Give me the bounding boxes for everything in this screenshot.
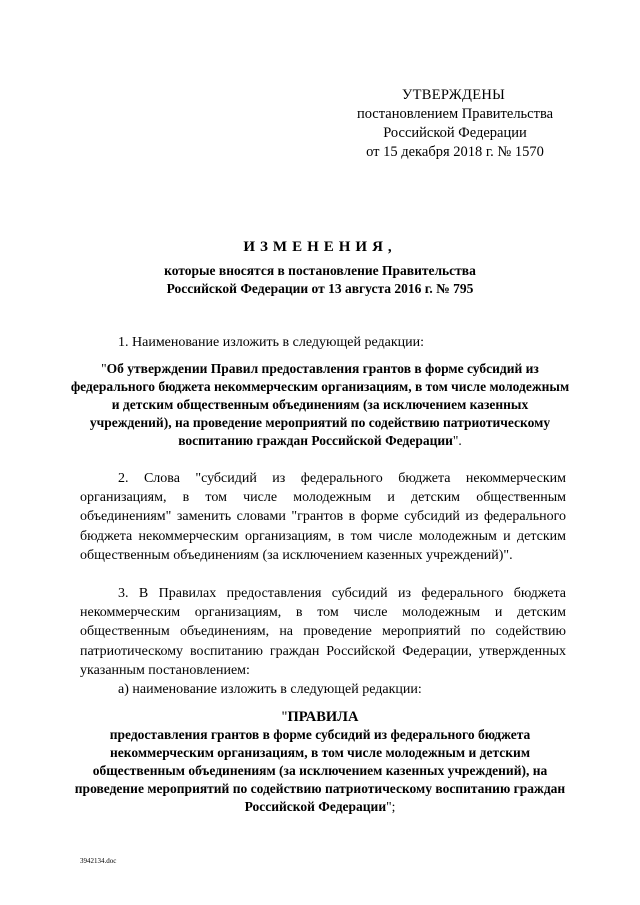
item-1 [80,333,566,352]
quote-1 [70,360,570,450]
item-3 [80,584,566,680]
item-2-text: 2. Слова "субсидий из федерального бюджета некоммерческим организациям, в том числе молодежным и детским общественным объединениям" заменить словами "грантов в форме субсидий из федерального бюджета некоммерческим организациям, в том числе молодежным и детским общественным объединениям (за исключением казенных учреждений)". [80,471,566,563]
quote-1-open: " [101,361,107,376]
approval-line-3: от 15 декабря 2018 г. № 1570 [366,144,544,160]
quote-1-text: Об утверждении Правил предоставления грантов в форме субсидий из федерального бюджета некоммерческим организациям, в том числе молодежным и детским общественным объединениям (за исключением казенных учреждений), на проведение мероприятий по содействию патриотическому воспитанию граждан Российской Федерации [70,361,570,448]
quote-1-close: ". [452,433,462,448]
approval-line-2: Российской Федерации [383,125,527,141]
quote-2-heading: ПРАВИЛА [287,709,359,725]
item-3a [80,680,566,699]
item-3-text: 3. В Правилах предоставления субсидий из федерального бюджета некоммерческим организациям, в том числе молодежным и детским общественным объединениям, на проведение мероприятий по содействию патриотическому воспитанию граждан Российской Федерации, утвержденных указанным постановлением: [80,586,566,678]
quote-2-body [70,726,570,816]
file-name-footer: 3942134.doc [80,857,117,865]
item-3a-text: а) наименование изложить в следующей редакции: [118,682,422,697]
item-1-text: 1. Наименование изложить в следующей редакции: [118,335,424,350]
quote-2-text: предоставления грантов в форме субсидий из федерального бюджета некоммерческим организациям, в том числе молодежным и детским общественным объединениям (за исключением казенных учреждений), на проведение мероприятий по содействию патриотическому воспитанию граждан Российской Федерации [74,727,566,814]
document-title: ИЗМЕНЕНИЯ, [243,239,397,255]
quote-2-close: "; [386,799,396,814]
approval-line-1: постановлением Правительства [356,106,554,122]
document-subtitle: которые вносятся в постановление Правительства Российской Федерации от 13 августа 2016 г. № 795 [164,263,476,296]
quote-2-open: " [281,709,288,725]
quote-2-heading-line [70,708,570,726]
item-2 [80,469,566,565]
quote-2 [70,708,570,816]
approval-heading: УТВЕРЖДЕНЫ [402,87,506,103]
approval-block [340,86,570,162]
